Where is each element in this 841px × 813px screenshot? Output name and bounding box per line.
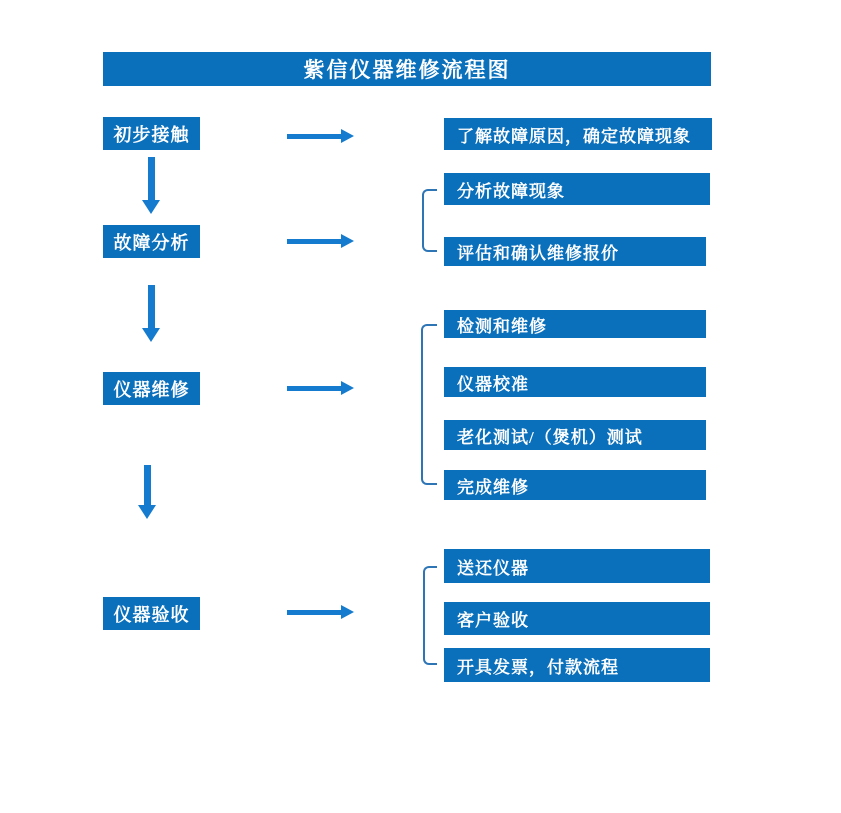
detail-box: 分析故障现象 [444,173,710,205]
right-arrow-head [341,605,354,619]
stage-box-initial-contact: 初步接触 [103,117,200,150]
stage-box-instrument-acceptance: 仪器验收 [103,597,200,630]
right-arrow-icon [287,129,354,143]
detail-box: 完成维修 [444,470,706,500]
down-arrow-shaft [144,465,151,506]
right-arrow-icon [287,605,354,619]
right-arrow-head [341,234,354,248]
group-bracket [422,189,437,252]
detail-box: 开具发票，付款流程 [444,648,710,682]
right-arrow-shaft [287,386,341,391]
detail-box: 送还仪器 [444,549,710,583]
detail-box: 仪器校准 [444,367,706,397]
down-arrow-head [138,505,156,519]
right-arrow-head [341,129,354,143]
right-arrow-shaft [287,239,341,244]
down-arrow-icon [141,285,161,342]
down-arrow-shaft [148,285,155,329]
group-bracket [423,566,437,665]
right-arrow-shaft [287,134,341,139]
down-arrow-icon [137,465,157,519]
stage-box-fault-analysis: 故障分析 [103,225,200,258]
detail-box: 检测和维修 [444,310,706,338]
flowchart-title: 紫信仪器维修流程图 [103,52,711,86]
right-arrow-head [341,381,354,395]
right-arrow-icon [287,234,354,248]
detail-box: 客户验收 [444,602,710,635]
right-arrow-icon [287,381,354,395]
right-arrow-shaft [287,610,341,615]
down-arrow-head [142,328,160,342]
detail-box: 了解故障原因，确定故障现象 [444,118,712,150]
group-bracket [421,324,437,485]
down-arrow-icon [141,157,161,214]
detail-box: 老化测试/（煲机）测试 [444,420,706,450]
down-arrow-shaft [148,157,155,201]
detail-box: 评估和确认维修报价 [444,237,706,266]
stage-box-instrument-repair: 仪器维修 [103,372,200,405]
down-arrow-head [142,200,160,214]
